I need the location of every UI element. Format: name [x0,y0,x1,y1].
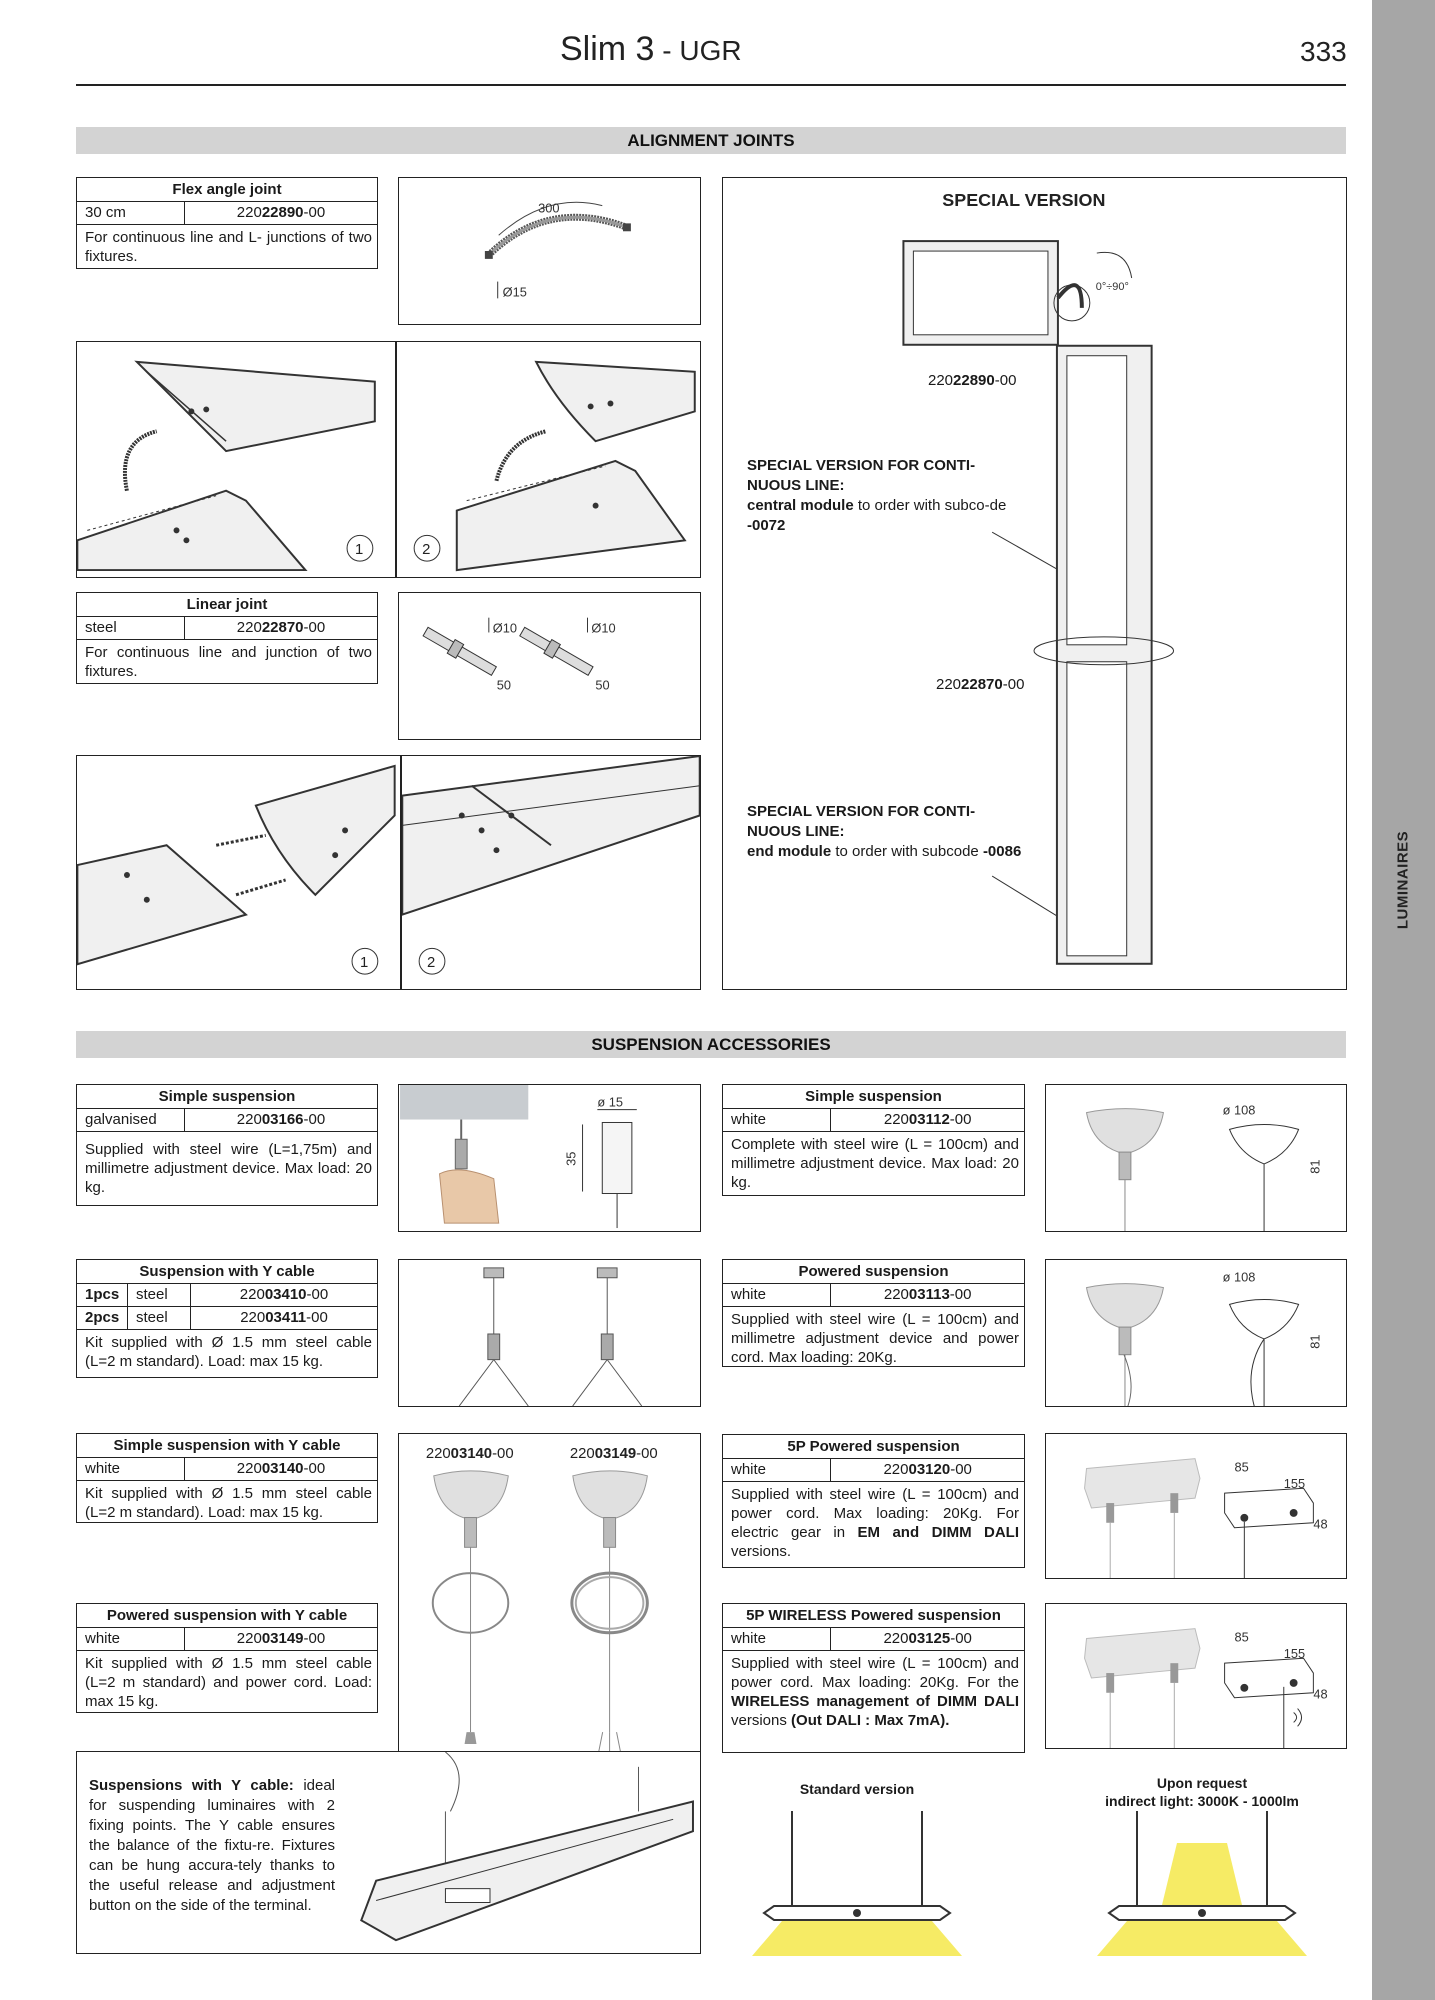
linear-joint-row [77,617,377,640]
linear-step-number-1: 1 [359,955,369,972]
special-central-note: SPECIAL VERSION FOR CONTI-NUOUS LINE: central module to order with subco-de -0072 [747,457,1007,534]
y-cable-desc: Kit supplied with Ø 1.5 mm steel cable (L=2 m standard). Load: max 15 kg. [85,1334,372,1370]
5p-dim-width: 85 [1234,1459,1249,1475]
wireless-dim-length: 155 [1283,1646,1306,1662]
special-end-note: SPECIAL VERSION FOR CONTI-NUOUS LINE: end module to order with subcode -0086 [747,803,1022,860]
header-rule [76,84,1346,86]
5p-suspension-desc: Supplied with steel wire (L = 100cm) and power cord. Max loading: 20Kg. For electric gear in EM and DIMM DALI versions. [731,1486,1019,1560]
powered-suspension-desc: Supplied with steel wire (L = 100cm) and millimetre adjustment device and power cord. Max loading: 20Kg. [731,1311,1019,1366]
side-tab-label: LUMINAIRES [1394,830,1412,930]
linear-dim-diameter-2: Ø10 [591,620,616,636]
special-version-title: SPECIAL VERSION [942,190,1106,211]
special-code-flex: 22022890-00 [928,372,1017,389]
simple-suspension-galv-desc: Supplied with steel wire (L=1,75m) and millimetre adjustment device. Max load: 20 kg. [85,1141,372,1196]
powered-dim-diameter: ø 108 [1222,1269,1256,1285]
simple-suspension-white-row [723,1109,1024,1132]
section-alignment-joints: ALIGNMENT JOINTS [76,127,1346,154]
5p-suspension-image [1045,1433,1347,1579]
side-tab [1372,0,1435,2000]
simple-suspension-galv-row [77,1109,377,1132]
flex-joint-code: 22022890-00 [236,204,326,221]
downlight-glow [752,1921,962,1956]
powered-y-cable-title: Powered suspension with Y cable [77,1604,377,1628]
5p-dim-height: 48 [1313,1516,1328,1532]
flex-cable-shape [489,217,627,255]
flex-dim-length: 300 [538,200,560,216]
simple-y-cable-row: white 22003140-00 [77,1458,377,1481]
step-number-1: 1 [354,542,364,559]
white-dim-height: 81 [1307,1159,1323,1174]
y-cable-title: Suspension with Y cable [77,1260,377,1284]
y-cable-drawing-1 [459,1268,528,1406]
galv-dim-height: 35 [563,1151,579,1166]
y-cable-table [76,1259,378,1378]
simple-y-cable-title: Simple suspension with Y cable [77,1434,377,1458]
y-cable-note-panel [76,1751,701,1954]
powered-suspension-row: white 22003113-00 [723,1284,1024,1307]
simple-suspension-galv-table [76,1084,378,1206]
indirect-version-drawing [1097,1811,1307,1956]
5p-wireless-image [1045,1603,1347,1749]
linear-dim-length-2: 50 [595,677,610,693]
linear-joint-image [398,592,701,740]
linear-step-number-2: 2 [427,955,436,972]
galv-dim-diameter: ø 15 [597,1094,623,1110]
flex-joint-image [398,177,701,325]
y-cable-image [398,1259,701,1407]
flex-joint-table [76,177,378,269]
uplight-glow [1162,1843,1242,1905]
standard-version-drawing [752,1811,962,1956]
powered-suspension-title: Powered suspension [723,1260,1024,1284]
flex-joint-size: 30 cm [77,202,185,224]
section-suspension-accessories: SUSPENSION ACCESSORIES [76,1031,1346,1058]
white-dim-diameter: ø 108 [1222,1102,1256,1118]
y-cable-row-2: 2pcs steel 22003411-00 [77,1307,377,1330]
5p-wireless-row: white 22003125-00 [723,1628,1024,1651]
simple-suspension-galv-finish: galvanised [77,1109,185,1131]
linear-joint-table [76,592,378,684]
simple-suspension-white-image [1045,1084,1347,1232]
kit-code-1: 22003140-00 [425,1445,514,1462]
wireless-icon [1294,1709,1302,1727]
special-code-linear: 22022870-00 [936,676,1025,693]
flex-assembly-step-2 [396,341,701,578]
page-number: 333 [1300,36,1347,67]
y-cable-note-text: Suspensions with Y cable: ideal for suspending luminaires with 2 fixing points. The Y cable ensures the balance of the fixtu-re. Fixtures can be hung accura-tely thanks to the useful release and adjustment button on the side of the terminal. [89,1777,336,1914]
flex-assembly-step-1 [76,341,396,578]
flex-joint-desc: For continuous line and L- junctions of two fixtures. [85,229,372,265]
simple-suspension-white-title: Simple suspension [723,1085,1024,1109]
5p-suspension-title: 5P Powered suspension [723,1435,1024,1459]
kit-code-2: 22003149-00 [569,1445,658,1462]
flex-joint-row [77,202,377,225]
linear-joint-title: Linear joint [77,593,377,617]
y-cable-kit-image [398,1433,701,1758]
linear-dim-length-1: 50 [496,677,511,693]
5p-suspension-table [722,1434,1025,1568]
simple-suspension-white-finish: white [723,1109,831,1131]
special-version-panel [722,177,1347,990]
special-angle: 0°÷90° [1095,280,1129,293]
5p-dim-length: 155 [1283,1476,1306,1492]
5p-wireless-desc: Supplied with steel wire (L = 100cm) and power cord. Max loading: 20Kg. For the WIRELESS management of DIMM DALI versions (Out DALI : Max 7mA). [731,1655,1019,1729]
simple-suspension-galv-code: 22003166-00 [236,1111,326,1128]
wireless-dim-height: 48 [1313,1686,1328,1702]
wireless-dim-width: 85 [1234,1629,1249,1645]
linear-joint-code: 22022870-00 [236,619,326,636]
standard-version-label: Standard version [799,1781,915,1797]
linear-joint-desc: For continuous line and junction of two fixtures. [85,644,372,680]
5p-wireless-title: 5P WIRELESS Powered suspension [723,1604,1024,1628]
simple-suspension-galv-image [398,1084,701,1232]
linear-assembly-step-2 [401,755,701,990]
5p-wireless-table [722,1603,1025,1753]
powered-y-cable-table [76,1603,378,1713]
powered-dim-height: 81 [1307,1334,1323,1349]
y-cable-row-1: 1pcs steel 22003410-00 [77,1284,377,1307]
flex-dim-diameter: Ø15 [502,284,527,300]
y-cable-drawing-2 [573,1268,642,1406]
linear-dim-diameter-1: Ø10 [492,620,517,636]
powered-y-cable-row: white 22003149-00 [77,1628,377,1651]
linear-assembly-step-1 [76,755,401,990]
powered-suspension-table [722,1259,1025,1367]
powered-suspension-image [1045,1259,1347,1407]
powered-y-cable-desc: Kit supplied with Ø 1.5 mm steel cable (L=2 m standard) and power cord. Load: max 15 kg. [85,1655,372,1710]
simple-y-cable-table [76,1433,378,1523]
linear-joint-material: steel [77,617,185,639]
step-number-2: 2 [422,542,431,559]
request-version-label: Upon request indirect light: 3000K - 1000lm [1105,1775,1299,1809]
simple-suspension-galv-title: Simple suspension [77,1085,377,1109]
page-title: Slim 3 - UGR [560,30,742,68]
flex-joint-title: Flex angle joint [77,178,377,202]
simple-suspension-white-desc: Complete with steel wire (L = 100cm) and millimetre adjustment device. Max load: 20 kg. [731,1136,1019,1191]
version-illustrations [722,1761,1347,1956]
simple-suspension-white-code: 22003112-00 [883,1111,972,1128]
5p-suspension-row: white 22003120-00 [723,1459,1024,1482]
simple-y-cable-desc: Kit supplied with Ø 1.5 mm steel cable (L=2 m standard). Load: max 15 kg. [85,1485,372,1521]
simple-suspension-white-table [722,1084,1025,1196]
